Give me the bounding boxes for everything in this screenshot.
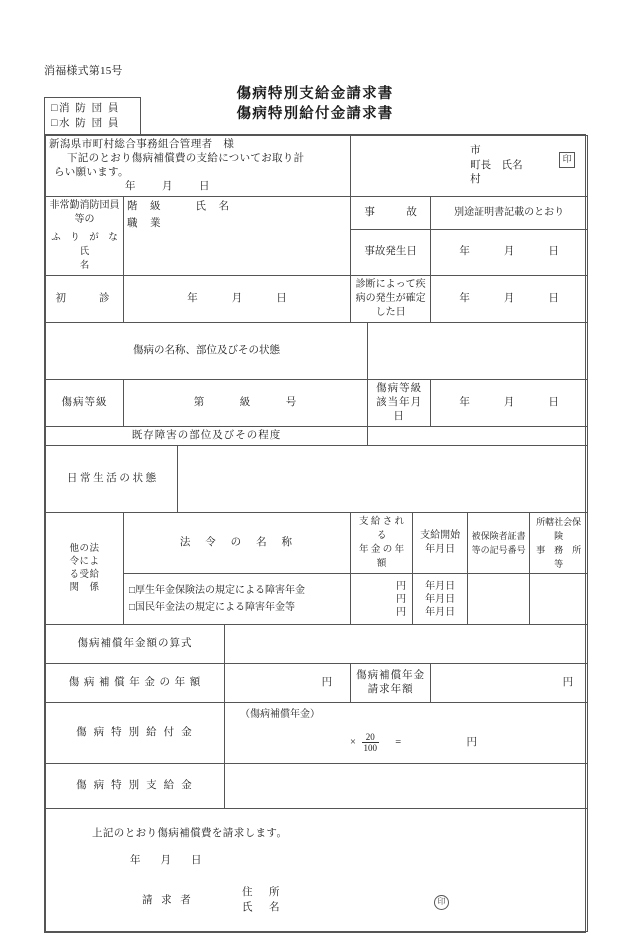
special-benefit-note: （傷病補償年金）	[240, 709, 320, 720]
special-payment-row	[46, 764, 588, 809]
existing-disability-input[interactable]	[368, 427, 588, 446]
declaration-day: 日	[191, 855, 202, 866]
start-date-1-day: 日	[445, 580, 456, 592]
annual-amount-row-1: 円	[396, 580, 407, 592]
daily-life-label: 日 常 生 活 の 状 態	[46, 446, 178, 513]
annual-amount-row-2: 円	[396, 593, 407, 605]
result-unit: 円	[466, 736, 477, 748]
diagnosis-date-value[interactable]	[431, 276, 588, 323]
formula-row	[46, 625, 588, 664]
furigana-name-cell	[46, 229, 147, 276]
start-date-2-day: 日	[445, 593, 456, 605]
claimant-address-label: 住 所	[242, 887, 283, 898]
existing-disability-row	[46, 427, 588, 446]
diagnosis-month: 月	[503, 293, 515, 304]
diagnosis-date-label: 診断によって疾病の発生が確定した日	[351, 276, 431, 323]
law-option-kosei[interactable]: □厚生年金保険法の規定による障害年金	[129, 585, 306, 596]
header-row	[46, 136, 588, 197]
request-text-line2: らい願います。	[54, 167, 129, 178]
injury-grade-value[interactable]: 第 級 号	[124, 380, 368, 427]
office-header-line-2: 事 務 所 等	[536, 545, 591, 569]
member-type-flood-brigade[interactable]: □水 防 団 員	[51, 118, 121, 129]
first-visit-row	[46, 276, 588, 323]
injury-grade-row	[46, 380, 588, 427]
start-date-row-1	[416, 580, 464, 593]
municipality-cell	[351, 136, 588, 197]
addressee-cell	[46, 136, 351, 197]
start-date-3-year: 年	[425, 606, 436, 618]
start-date-1-month: 月	[435, 580, 446, 592]
annual-amount-header-line-1: 支 給 さ れ る	[359, 517, 405, 541]
annual-amount-header-line-2: 年 金 の 年 額	[359, 545, 405, 569]
accident-year: 年	[459, 246, 470, 258]
municipality-line-1: 市	[470, 145, 481, 157]
formula-label: 傷病補償年金額の算式	[46, 625, 225, 664]
claimant-name-label: 氏 名	[242, 902, 283, 913]
first-visit-year: 年	[187, 293, 198, 304]
other-laws-label-line-2: 令によ	[69, 556, 100, 567]
other-laws-label-line-3: る受給	[69, 569, 100, 580]
annual-amount-row	[46, 664, 588, 703]
claimant-fields	[242, 885, 283, 915]
other-laws-label-line-1: 他の法	[69, 543, 100, 554]
title-line-1: 傷病特別支給金請求書	[236, 86, 394, 102]
daily-life-input[interactable]	[178, 446, 588, 513]
member-label: 非常勤消防団員等の	[46, 197, 124, 230]
formula-input[interactable]	[225, 625, 588, 664]
daily-life-row	[46, 446, 588, 513]
special-payment-label: 傷 病 特 別 支 給 金	[46, 764, 225, 809]
form-number: 消福様式第15号	[44, 65, 123, 77]
injury-grade-label: 傷病等級	[46, 380, 124, 427]
accident-date-value[interactable]	[431, 229, 588, 276]
furigana-label: ふ り が な	[51, 233, 118, 243]
municipality-line-2: 町長 氏名	[470, 159, 523, 171]
first-visit-day: 日	[276, 293, 287, 304]
diagnosis-year: 年	[459, 293, 470, 304]
start-date-2-month: 月	[435, 593, 446, 605]
accident-day: 日	[548, 246, 559, 258]
cert-number-cell[interactable]	[468, 574, 530, 625]
injury-grade-date-label: 傷病等級該当年月日	[368, 380, 431, 427]
declaration-year: 年	[130, 855, 141, 866]
fraction-denominator: 100	[363, 743, 378, 753]
header-date-day: 日	[199, 181, 210, 192]
grade-day: 日	[548, 397, 559, 408]
accident-label: 事 故	[351, 197, 431, 230]
declaration-cell	[46, 809, 588, 932]
first-visit-label: 初 診	[46, 276, 124, 323]
accident-month: 月	[503, 246, 515, 258]
annual-amount-cell[interactable]	[351, 574, 413, 625]
form-table	[45, 135, 591, 932]
diagnosis-day: 日	[548, 293, 559, 304]
special-payment-input[interactable]	[225, 764, 588, 809]
other-laws-row-label	[46, 513, 124, 625]
accident-date-label: 事故発生日	[351, 229, 431, 276]
declaration-row	[46, 809, 588, 932]
multiply-sign: ×	[350, 736, 356, 748]
injury-name-input[interactable]	[368, 323, 588, 380]
header-date-year: 年	[125, 181, 136, 192]
first-visit-month: 月	[231, 293, 243, 304]
injury-name-label	[46, 323, 368, 380]
occupation-label: 職 業	[127, 218, 162, 229]
special-benefit-row	[46, 703, 588, 764]
municipality-line-3: 村	[470, 174, 481, 186]
other-laws-body-row	[46, 574, 588, 625]
header-date-month: 月	[162, 181, 173, 192]
start-date-3-day: 日	[445, 606, 456, 618]
mayor-seal-icon: 印	[559, 152, 575, 168]
start-date-2-year: 年	[425, 593, 436, 605]
injury-name-row	[46, 323, 588, 380]
declaration-text: 上記のとおり傷病補償費を請求します。	[92, 828, 288, 839]
fraction-numerator: 20	[362, 732, 380, 743]
rank-occupation-cell	[124, 197, 351, 276]
rank-label: 階 級	[127, 201, 162, 212]
accident-value: 別途証明書記載のとおり	[431, 197, 588, 230]
start-date-row-3	[416, 606, 464, 619]
declaration-date[interactable]	[130, 854, 202, 868]
name-label-inline: 氏 名	[195, 201, 230, 212]
annual-pension-label: 傷 病 補 償 年 金 の 年 額	[46, 664, 225, 703]
office-header-line-1: 所轄社会保険	[536, 517, 582, 541]
member-type-fire-brigade[interactable]: □消 防 団 員	[51, 103, 121, 114]
other-laws-label-line-4: 関 係	[69, 582, 100, 593]
cert-number-header-line-2: 等の記号番号	[471, 545, 526, 555]
annual-amount-col-header	[351, 513, 413, 574]
claim-amount-value[interactable]: 円	[431, 664, 588, 703]
injury-name-label-text: 傷病の名称、部位及びその状態	[133, 345, 281, 356]
header-date	[49, 180, 347, 194]
first-visit-date[interactable]	[124, 276, 351, 323]
annual-amount-row-3: 円	[396, 606, 407, 618]
name-label: 氏 名	[79, 247, 147, 271]
form-grid	[44, 134, 591, 933]
member-accident-row-1	[46, 197, 588, 230]
addressee-text: 新潟県市町村総合事務組合管理者 様	[49, 139, 235, 150]
annual-pension-value[interactable]: 円	[225, 664, 351, 703]
cert-number-col-header	[468, 513, 530, 574]
grade-year: 年	[459, 397, 470, 408]
title-line-2: 傷病特別給付金請求書	[236, 106, 394, 122]
declaration-month: 月	[160, 855, 171, 866]
request-text-line1: 下記のとおり傷病補償費の支給についてお取り計	[67, 153, 305, 164]
claimant-label: 請 求 者	[142, 895, 194, 906]
law-option-kokumin[interactable]: □国民年金法の規定による障害年金等	[129, 602, 296, 613]
other-laws-header-row	[46, 513, 588, 574]
injury-grade-date-value[interactable]	[431, 380, 588, 427]
claim-amount-label: 傷病補償年金請求年額	[351, 664, 431, 703]
fraction-20-100	[362, 732, 380, 753]
start-date-cell[interactable]	[413, 574, 468, 625]
special-benefit-formula	[228, 732, 584, 753]
start-date-row-2	[416, 593, 464, 606]
special-benefit-label: 傷 病 特 別 給 付 金	[46, 703, 225, 764]
start-date-col-header: 支給開始年月日	[413, 513, 468, 574]
claimant-seal-icon: 印	[434, 895, 449, 910]
grade-month: 月	[503, 397, 515, 408]
cert-number-header-line-1: 被保険者証書	[471, 531, 526, 541]
special-benefit-calc[interactable]	[225, 703, 588, 764]
office-col-header	[530, 513, 591, 574]
office-cell[interactable]	[530, 574, 588, 625]
equals-sign: =	[395, 736, 402, 748]
member-type-selector[interactable]	[44, 97, 141, 135]
law-checkbox-cell[interactable]	[124, 574, 351, 625]
start-date-3-month: 月	[435, 606, 446, 618]
law-name-col-header: 法 令 の 名 称	[124, 513, 351, 574]
start-date-1-year: 年	[425, 580, 436, 592]
existing-disability-label: 既存障害の部位及びその程度	[46, 427, 368, 446]
